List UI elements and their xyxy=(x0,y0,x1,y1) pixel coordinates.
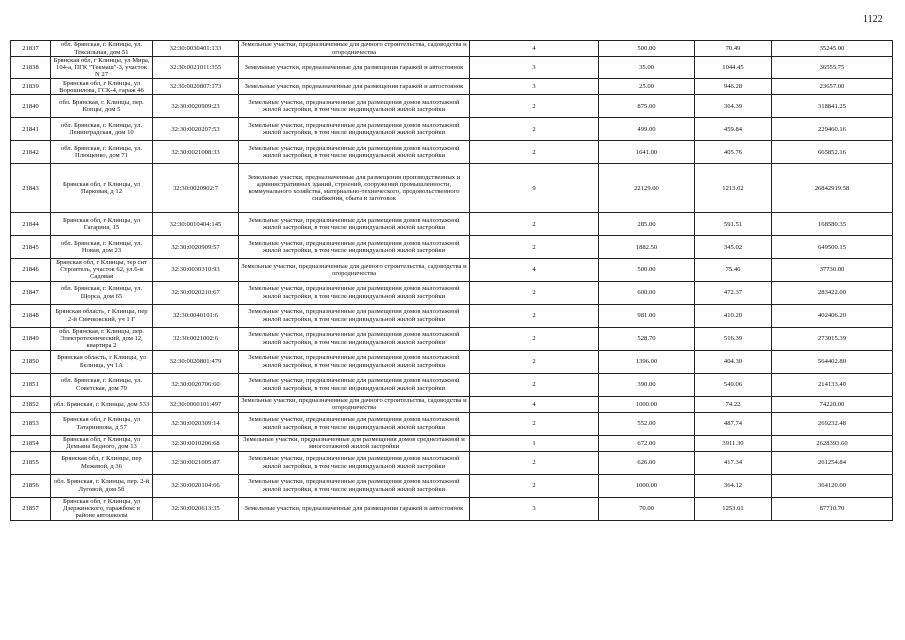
cell-group: 2 xyxy=(470,118,599,141)
cell-address: Брянская обл, г Клинцы, пер Межевой, д 36 xyxy=(51,451,153,474)
cell-address: Брянская область, г Клинцы, ул Белинца, уч 1А xyxy=(51,350,153,373)
cell-value: 168580.35 xyxy=(772,213,893,236)
cell-address: Брянская обл, г Клинцы, ул Парковая, д 12 xyxy=(51,164,153,213)
cell-area: 500.00 xyxy=(599,259,695,281)
cell-rate: 459.84 xyxy=(695,118,772,141)
table-row xyxy=(11,259,893,281)
cell-value: 318841.25 xyxy=(772,95,893,118)
cell-rate: 487.74 xyxy=(695,412,772,435)
cell-value: 214133.40 xyxy=(772,373,893,396)
cell-rate: 1044.45 xyxy=(695,57,772,79)
cell-purpose: Земельные участки, предназначенные для размещения домов малоэтажной жилой застройки, в том числе индивидуальной жилой застройки xyxy=(239,412,470,435)
cell-cadastral: 32:30:0030310:93 xyxy=(153,259,239,281)
cell-group: 2 xyxy=(470,141,599,164)
cell-area: 25.00 xyxy=(599,79,695,95)
table-row xyxy=(11,164,893,213)
cell-cadastral: 32:30:0020207:53 xyxy=(153,118,239,141)
table-row xyxy=(11,95,893,118)
cell-group: 2 xyxy=(470,327,599,350)
cell-area: 285.00 xyxy=(599,213,695,236)
cell-id: 21844 xyxy=(11,213,51,236)
cell-address: обл. Брянская, г. Клинцы, ул. Новая, дом 23 xyxy=(51,236,153,259)
cell-area: 875.00 xyxy=(599,95,695,118)
cell-address: Брянская область, г Клинцы, пер 2-й Свячковский, уч 1 Г xyxy=(51,304,153,327)
cell-address: Брянская обл, г Клинцы, ул Гагарина, 15 xyxy=(51,213,153,236)
cell-address: обл. Брянская, г. Клинцы, ул. Тексильная, дом 51 xyxy=(51,41,153,57)
cell-purpose: Земельные участки, предназначенные для размещения домов малоэтажной жилой застройки, в том числе индивидуальной жилой застройки xyxy=(239,141,470,164)
cell-rate: 70.49 xyxy=(695,41,772,57)
cell-rate: 417.34 xyxy=(695,451,772,474)
cell-rate: 1253.01 xyxy=(695,497,772,520)
cell-cadastral: 32:30:0030401:133 xyxy=(153,41,239,57)
cell-cadastral: 32:30:0020613:35 xyxy=(153,497,239,520)
cell-rate: 75.46 xyxy=(695,259,772,281)
cell-area: 1000.00 xyxy=(599,396,695,412)
cell-id: 21837 xyxy=(11,41,51,57)
cell-value: 229460.16 xyxy=(772,118,893,141)
cell-rate: 74.22 xyxy=(695,396,772,412)
cell-group: 2 xyxy=(470,281,599,304)
cell-value: 87710.70 xyxy=(772,497,893,520)
cell-purpose: Земельные участки, предназначенные для размещения гаражей и автостоянок xyxy=(239,497,470,520)
table-row xyxy=(11,141,893,164)
table-row xyxy=(11,118,893,141)
cell-area: 552.00 xyxy=(599,412,695,435)
table-row xyxy=(11,474,893,497)
table-row xyxy=(11,236,893,259)
table-row xyxy=(11,57,893,79)
cell-group: 2 xyxy=(470,373,599,396)
cell-id: 21857 xyxy=(11,497,51,520)
cell-group: 1 xyxy=(470,435,599,451)
cell-value: 261254.84 xyxy=(772,451,893,474)
cell-group: 3 xyxy=(470,57,599,79)
cell-rate: 516.39 xyxy=(695,327,772,350)
cell-purpose: Земельные участки, предназначенные для дачного строительства, садоводства и огородничества xyxy=(239,396,470,412)
cell-area: 70.00 xyxy=(599,497,695,520)
table-row xyxy=(11,327,893,350)
cell-id: 21841 xyxy=(11,118,51,141)
cell-cadastral: 32:30:0020706:60 xyxy=(153,373,239,396)
cell-purpose: Земельные участки, предназначенные для размещения домов малоэтажной жилой застройки, в том числе индивидуальной жилой застройки xyxy=(239,304,470,327)
cell-address: Брянская обл, г Клинцы, ул Татарнинова, д 57 xyxy=(51,412,153,435)
table-row xyxy=(11,41,893,57)
cell-purpose: Земельные участки, предназначенные для размещения домов малоэтажной жилой застройки, в том числе индивидуальной жилой застройки xyxy=(239,350,470,373)
cell-address: обл. Брянская, г. Клинцы, дом 533 xyxy=(51,396,153,412)
cell-purpose: Земельные участки, предназначенные для размещения домов малоэтажной жилой застройки, в том числе индивидуальной жилой застройки xyxy=(239,451,470,474)
cell-id: 21851 xyxy=(11,373,51,396)
cell-id: 21853 xyxy=(11,412,51,435)
cell-id: 21852 xyxy=(11,396,51,412)
cell-area: 22129.00 xyxy=(599,164,695,213)
page-number: 1122 xyxy=(863,14,883,25)
cell-id: 21850 xyxy=(11,350,51,373)
cell-purpose: Земельные участки, предназначенные для дачного строительства, садоводства и огородничества xyxy=(239,259,470,281)
table-row xyxy=(11,373,893,396)
table-row xyxy=(11,435,893,451)
cell-value: 564402.80 xyxy=(772,350,893,373)
cell-id: 21846 xyxy=(11,259,51,281)
cell-value: 23657.00 xyxy=(772,79,893,95)
cell-group: 2 xyxy=(470,95,599,118)
cell-id: 21848 xyxy=(11,304,51,327)
cell-cadastral: 32:30:0020104:66 xyxy=(153,474,239,497)
cell-cadastral: 32:30:0020902:7 xyxy=(153,164,239,213)
cell-group: 4 xyxy=(470,41,599,57)
cell-rate: 591.51 xyxy=(695,213,772,236)
cell-area: 981.00 xyxy=(599,304,695,327)
table-row xyxy=(11,79,893,95)
cell-id: 21842 xyxy=(11,141,51,164)
cell-value: 273015.39 xyxy=(772,327,893,350)
cell-rate: 345.02 xyxy=(695,236,772,259)
cell-purpose: Земельные участки, предназначенные для размещения домов малоэтажной жилой застройки, в том числе индивидуальной жилой застройки xyxy=(239,327,470,350)
cell-address: обл. Брянская, г. Клинцы, ул. Щорса, дом 65 xyxy=(51,281,153,304)
cell-cadastral: 32:30:0020801:479 xyxy=(153,350,239,373)
cell-value: 269232.48 xyxy=(772,412,893,435)
cell-purpose: Земельные участки, предназначенные для размещения домов малоэтажной жилой застройки, в том числе индивидуальной жилой застройки xyxy=(239,281,470,304)
cell-area: 600.00 xyxy=(599,281,695,304)
cell-area: 500.00 xyxy=(599,41,695,57)
cell-rate: 3911.30 xyxy=(695,435,772,451)
cell-address: обл. Брянская, г. Клинцы, пер. Электротехнический, дом 12, квартира 2 xyxy=(51,327,153,350)
cell-cadastral: 32:30:0021002:6 xyxy=(153,327,239,350)
cell-value: 36555.75 xyxy=(772,57,893,79)
cell-group: 2 xyxy=(470,412,599,435)
cell-cadastral: 32:30:0010404:145 xyxy=(153,213,239,236)
cell-group: 2 xyxy=(470,474,599,497)
cell-id: 21839 xyxy=(11,79,51,95)
cell-value: 2628393.60 xyxy=(772,435,893,451)
cell-id: 21845 xyxy=(11,236,51,259)
cell-purpose: Земельные участки, предназначенные для размещения производственных и административных зданий, строений, сооружений промышленности, коммунального хозяйства, материально-технического, продовольственного снабжения, сбыта и заготовок xyxy=(239,164,470,213)
cell-cadastral: 32:30:0020909:23 xyxy=(153,95,239,118)
cell-rate: 364.39 xyxy=(695,95,772,118)
cell-address: обл. Брянская, г. Клинцы, ул. Советская, дом 79 xyxy=(51,373,153,396)
cell-purpose: Земельные участки, предназначенные для размещения гаражей и автостоянок xyxy=(239,79,470,95)
cell-rate: 410.20 xyxy=(695,304,772,327)
cell-purpose: Земельные участки, предназначенные для размещения домов малоэтажной жилой застройки, в том числе индивидуальной жилой застройки xyxy=(239,118,470,141)
cell-area: 626.00 xyxy=(599,451,695,474)
cell-address: обл. Брянская, г. Клинцы, ул. Ленинградская, дом 10 xyxy=(51,118,153,141)
cell-purpose: Земельные участки, предназначенные для дачного строительства, садоводства и огородничества xyxy=(239,41,470,57)
cell-value: 283422.00 xyxy=(772,281,893,304)
cell-group: 2 xyxy=(470,350,599,373)
land-registry-table xyxy=(10,40,893,521)
cell-rate: 1213.02 xyxy=(695,164,772,213)
cell-group: 2 xyxy=(470,236,599,259)
cell-address: Брянская обл, г Клинцы, ул Мира, 104-а, ПГК "Текмаш"-3, участок N 27 xyxy=(51,57,153,79)
cell-area: 35.00 xyxy=(599,57,695,79)
cell-id: 21849 xyxy=(11,327,51,350)
cell-address: Брянская обл, г Клинцы, тер снт Строитель, участок 62, ул.6-я Садовая xyxy=(51,259,153,281)
cell-group: 3 xyxy=(470,497,599,520)
cell-cadastral: 32:30:0021011:355 xyxy=(153,57,239,79)
cell-group: 2 xyxy=(470,451,599,474)
cell-area: 390.00 xyxy=(599,373,695,396)
cell-purpose: Земельные участки, предназначенные для размещения домов среднеэтажной и многоэтажной жилой застройки xyxy=(239,435,470,451)
cell-value: 665852.16 xyxy=(772,141,893,164)
cell-purpose: Земельные участки, предназначенные для размещения домов малоэтажной жилой застройки, в том числе индивидуальной жилой застройки xyxy=(239,213,470,236)
cell-value: 649500.15 xyxy=(772,236,893,259)
cell-address: обл. Брянская, г. Клинцы, ул. Плющенко, дом 71 xyxy=(51,141,153,164)
cell-rate: 405.76 xyxy=(695,141,772,164)
cell-area: 672.00 xyxy=(599,435,695,451)
cell-cadastral: 32:30:0020210:67 xyxy=(153,281,239,304)
cell-address: Брянская обл, г Клинцы, ул Ворошилова, ГСК-4, гараж 46 xyxy=(51,79,153,95)
cell-group: 4 xyxy=(470,259,599,281)
cell-cadastral: 32:30:0021008:33 xyxy=(153,141,239,164)
table-row xyxy=(11,451,893,474)
cell-area: 499.00 xyxy=(599,118,695,141)
cell-purpose: Земельные участки, предназначенные для размещения домов малоэтажной жилой застройки, в том числе индивидуальной жилой застройки xyxy=(239,95,470,118)
cell-address: Брянская обл, г Клинцы, ул Демьяна Бедного, дом 13 xyxy=(51,435,153,451)
cell-id: 21856 xyxy=(11,474,51,497)
cell-id: 21855 xyxy=(11,451,51,474)
cell-address: обл. Брянская, г. Клинцы, пер. 2-й Луговой, дом 5б xyxy=(51,474,153,497)
cell-id: 21847 xyxy=(11,281,51,304)
cell-area: 1396.00 xyxy=(599,350,695,373)
cell-group: 4 xyxy=(470,396,599,412)
cell-id: 21840 xyxy=(11,95,51,118)
table-row xyxy=(11,412,893,435)
cell-id: 21843 xyxy=(11,164,51,213)
cell-value: 37730.00 xyxy=(772,259,893,281)
cell-area: 1641.00 xyxy=(599,141,695,164)
cell-cadastral: 32:30:0060101:497 xyxy=(153,396,239,412)
table-row xyxy=(11,281,893,304)
table-row xyxy=(11,497,893,520)
cell-group: 2 xyxy=(470,213,599,236)
cell-area: 528.70 xyxy=(599,327,695,350)
cell-address: Брянская обл, г Клинцы, ул Дзержинского, гаражбокс в районе автошколы xyxy=(51,497,153,520)
cell-cadastral: 32:30:0021005:87 xyxy=(153,451,239,474)
cell-value: 74220.00 xyxy=(772,396,893,412)
table-row xyxy=(11,396,893,412)
cell-group: 3 xyxy=(470,79,599,95)
cell-value: 402406.20 xyxy=(772,304,893,327)
table-row xyxy=(11,213,893,236)
cell-area: 1000.00 xyxy=(599,474,695,497)
cell-rate: 364.12 xyxy=(695,474,772,497)
cell-value: 364120.00 xyxy=(772,474,893,497)
cell-area: 1882.50 xyxy=(599,236,695,259)
cell-address: обл. Брянская, г. Клинцы, пер. Копцы, дом 5 xyxy=(51,95,153,118)
cell-cadastral: 32:30:0020807:173 xyxy=(153,79,239,95)
cell-id: 21838 xyxy=(11,57,51,79)
cell-value: 35245.00 xyxy=(772,41,893,57)
cell-purpose: Земельные участки, предназначенные для размещения домов малоэтажной жилой застройки, в том числе индивидуальной жилой застройки xyxy=(239,236,470,259)
cell-cadastral: 32:30:0020309:14 xyxy=(153,412,239,435)
cell-cadastral: 32:30:0040101:6 xyxy=(153,304,239,327)
cell-group: 9 xyxy=(470,164,599,213)
table-row xyxy=(11,304,893,327)
cell-rate: 549.06 xyxy=(695,373,772,396)
cell-rate: 472.37 xyxy=(695,281,772,304)
cell-rate: 946.28 xyxy=(695,79,772,95)
cell-value: 26842919.58 xyxy=(772,164,893,213)
cell-cadastral: 32:30:0020909:57 xyxy=(153,236,239,259)
cell-rate: 404.30 xyxy=(695,350,772,373)
cell-purpose: Земельные участки, предназначенные для размещения гаражей и автостоянок xyxy=(239,57,470,79)
cell-purpose: Земельные участки, предназначенные для размещения домов малоэтажной жилой застройки, в том числе индивидуальной жилой застройки xyxy=(239,373,470,396)
table-row xyxy=(11,350,893,373)
cell-group: 2 xyxy=(470,304,599,327)
cell-cadastral: 32:30:0010206:68 xyxy=(153,435,239,451)
cell-id: 21854 xyxy=(11,435,51,451)
cell-purpose: Земельные участки, предназначенные для размещения домов малоэтажной жилой застройки, в том числе индивидуальной жилой застройки xyxy=(239,474,470,497)
